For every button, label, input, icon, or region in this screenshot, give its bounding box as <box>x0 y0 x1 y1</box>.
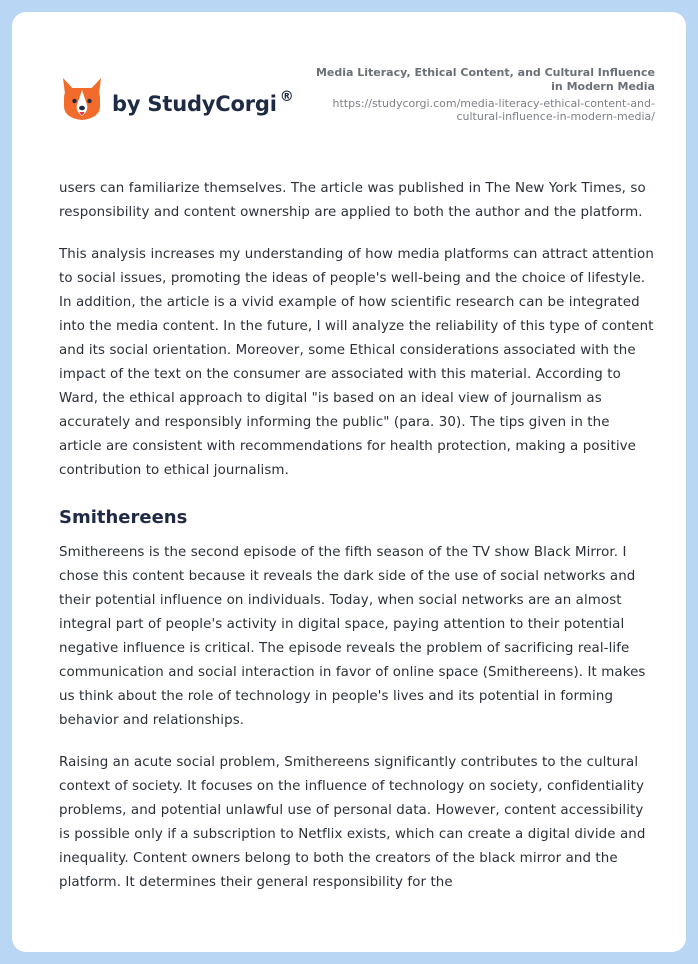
page-header <box>12 12 686 162</box>
document-page <box>12 12 686 952</box>
studycorgi-logo[interactable] <box>60 76 294 124</box>
corgi-logo-icon <box>60 76 104 124</box>
paragraph-2: This analysis increases my understanding of how media platforms can attract attention to social issues, promoting the ideas of people's well-being and the choice of lifestyle. In addition, the article is a vivid example of how scientific research can be integrated into the media content. In the future, I will analyze the reliability of this type of content and its social orientation. Moreover, some Ethical considerations associated with the impact of the text on the consumer are associated with this material. According to Ward, the ethical approach to digital "is based on an ideal view of journalism as accurately and responsibly informing the public" (para. 30). The tips given in the article are consistent with recommendations for health protection, making a positive contribution to ethical journalism. <box>59 247 654 478</box>
registered-mark: ® <box>279 89 294 105</box>
paragraph-3: Smithereens is the second episode of the fifth season of the TV show Black Mirror. I chose this content because it reveals the dark side of the use of social networks and their potential influence on individuals. Today, when social networks are an almost integral part of people's activity in digital space, paying attention to their potential negative influence is critical. The episode reveals the problem of sacrificing real-life communication and social interaction in favor of online space (Smithereens). It makes us think about the role of technology in people's lives and its potential in forming behavior and relationships. <box>59 545 646 728</box>
document-meta <box>305 66 655 123</box>
section-heading: Smithereens <box>59 507 188 528</box>
document-title: Media Literacy, Ethical Content, and Cultural Influence in Modern Media <box>315 66 655 93</box>
brand-text: by StudyCorgi <box>112 92 277 116</box>
brand-name <box>112 89 294 116</box>
paragraph-1: users can familiarize themselves. The article was published in The New York Times, so responsibility and content ownership are applied to both the author and the platform. <box>59 181 646 220</box>
paragraph-4: Raising an acute social problem, Smithereens significantly contributes to the cultural context of society. It focuses on the influence of technology on society, confidentiality problems, and potential unlawful use of personal data. However, content accessibility is possible only if a subscription to Netflix exists, which can create a digital divide and inequality. Content owners belong to both the creators of the black mirror and the platform. It determines their general responsibility for the <box>59 755 646 890</box>
document-body <box>59 177 655 913</box>
document-url[interactable]: https://studycorgi.com/media-literacy-ethical-content-and-cultural-influence-in-modern-media/ <box>332 97 655 123</box>
